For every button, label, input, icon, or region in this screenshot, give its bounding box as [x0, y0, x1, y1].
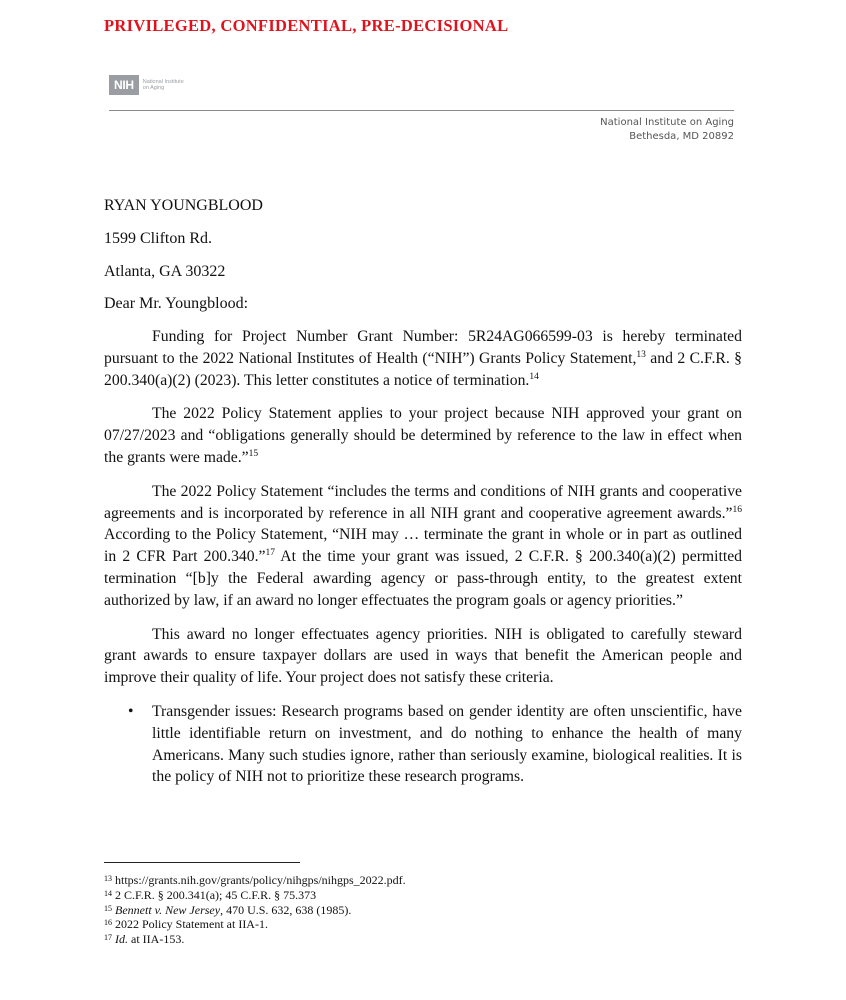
- return-address-line1: National Institute on Aging: [600, 117, 734, 128]
- bullet-text: Transgender issues: Research programs based on gender identity are often unscientific, have little identifiable return on investment, and do nothing to enhance the health of many Americans. Many such studies ignore, rather than seriously examine, biological realities. It is the policy of NIH not to prioritize these research programs.: [152, 702, 742, 786]
- footnote-text: 2 C.F.R. § 200.341(a); 45 C.F.R. § 75.373: [115, 887, 317, 902]
- footnote-15: [104, 903, 406, 918]
- bullet-dot: •: [128, 702, 134, 720]
- footnote-number: 14: [104, 888, 112, 898]
- nih-logo-mark: NIH: [109, 75, 139, 95]
- footnote-13: [104, 873, 406, 888]
- confidentiality-banner: PRIVILEGED, CONFIDENTIAL, PRE-DECISIONAL: [104, 16, 509, 35]
- p3-text-b: According to the Policy Statement, “NIH may … terminate the grant in whole or in part as outlined in 2 CFR Part 200.340.”: [104, 526, 742, 566]
- footnote-case-name: Bennett v. New Jersey: [115, 902, 221, 917]
- footnotes: [104, 873, 406, 947]
- header-rule: [109, 110, 734, 111]
- salutation: Dear Mr. Youngblood:: [104, 295, 249, 312]
- footnote-number: 16: [104, 918, 112, 928]
- nih-logo-text: [143, 79, 199, 92]
- paragraph-policy-applies: [104, 403, 742, 468]
- paragraph-policy-terms: [104, 481, 742, 612]
- footnote-number: 13: [104, 874, 112, 883]
- paragraph-termination-notice: [104, 326, 742, 391]
- paragraph-priorities: This award no longer effectuates agency priorities. NIH is obligated to carefully steward grant awards to ensure taxpayer dollars are used in ways that benefit the American people and improve their quality of life. Your project does not satisfy these criteria.: [104, 625, 742, 687]
- recipient-city: Atlanta, GA 30322: [104, 263, 226, 280]
- footnote-ref-13: 13: [636, 349, 646, 360]
- footnote-16: [104, 917, 406, 932]
- logo-text-line2: on Aging: [142, 85, 165, 91]
- recipient-street: 1599 Clifton Rd.: [104, 230, 213, 247]
- footnote-id: Id.: [115, 932, 128, 947]
- recipient-name: RYAN YOUNGBLOOD: [104, 197, 263, 214]
- p1-text-a: Funding for Project Number Grant Number: 5R24AG066599-03 is hereby terminated pursuant to the 2022 National Institutes of Health (“NIH”) Grants Policy Statement,: [104, 328, 742, 367]
- footnote-number: 15: [104, 903, 112, 913]
- bullet-item-transgender-issues: [104, 701, 742, 788]
- p3-text-c: At the time your grant was issued, 2 C.F.R. § 200.340(a)(2) permitted termination “[b]y the Federal awarding agency or pass-through entity, to the greatest extent authorized by law, if an award no longer effectuates the program goals or agency priorities.”: [104, 548, 743, 609]
- p1-text-b: and 2 C.F.R. § 200.340(a)(2) (2023). This letter constitutes a notice of termination.: [104, 349, 742, 389]
- footnote-17: [104, 932, 406, 947]
- footnote-text: , 470 U.S. 632, 638 (1985).: [220, 902, 352, 917]
- p3-text-a: The 2022 Policy Statement “includes the terms and conditions of NIH grants and cooperative agreements and is incorporated by reference in all NIH grant and cooperative agreement awards.”: [104, 482, 742, 522]
- footnote-ref-14: 14: [529, 371, 539, 382]
- footnote-number: 17: [104, 933, 112, 943]
- footnote-ref-17: 17: [265, 548, 275, 559]
- return-address-line2: Bethesda, MD 20892: [629, 131, 734, 142]
- logo-text-line1: National Institute: [142, 78, 184, 85]
- footnote-text: 2022 Policy Statement at IIA-1.: [115, 917, 268, 932]
- letter-body: [104, 326, 742, 788]
- footnote-text: at IIA-153.: [128, 932, 185, 947]
- return-address: [600, 116, 734, 144]
- p2-text: The 2022 Policy Statement applies to your project because NIH approved your grant on 07/27/2023 and “obligations generally should be determined by reference to the law in effect when the grants were made.”: [104, 405, 742, 466]
- footnote-ref-15: 15: [248, 448, 259, 459]
- footnote-ref-16: 16: [732, 504, 742, 515]
- footnote-text: https://grants.nih.gov/grants/policy/nihgps/nihgps_2022.pdf.: [115, 873, 406, 887]
- nih-logo: [109, 75, 199, 95]
- footnote-separator: [104, 862, 300, 863]
- footnote-14: [104, 888, 406, 903]
